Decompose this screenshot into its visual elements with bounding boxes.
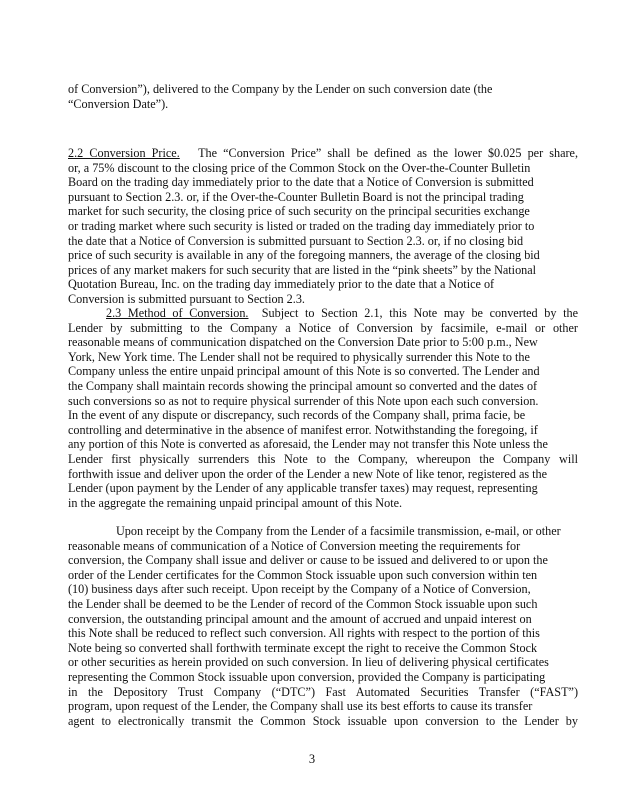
- text-line: market for such security, the closing price of such security on the principal securities exchange: [68, 204, 530, 219]
- text-line: prices of any market makers for such security that are listed in the “pink sheets” by the National: [68, 262, 537, 277]
- text-line: Quotation Bureau, Inc. on the trading day immediately prior to the date that a Notice of: [68, 277, 495, 292]
- text-line: this Note shall be reduced to reflect such conversion. All rights with respect to the portion of this: [68, 626, 540, 641]
- text-line: in the aggregate the remaining unpaid principal amount of this Note.: [68, 495, 403, 510]
- section-2-2-heading: 2.2 Conversion Price.: [68, 146, 180, 160]
- text-line: controlling and determinative in the absence of manifest error. Notwithstanding the foregoing, if: [68, 422, 538, 437]
- text-line: Lender by submitting to the Company a Notice of Conversion by facsimile, e-mail or other: [68, 320, 578, 335]
- text-line: [68, 146, 578, 161]
- text-line: in the Depository Trust Company (“DTC”) Fast Automated Securities Transfer (“FAST”): [68, 684, 578, 699]
- text-line: [68, 306, 578, 321]
- text-line: reasonable means of communication dispatched on the Conversion Date prior to 5:00 p.m., New: [68, 335, 538, 350]
- text-line: Lender first physically surrenders this Note to the Company, whereupon the Company will: [68, 451, 578, 466]
- text-line: of Conversion”), delivered to the Company by the Lender on such conversion date (the: [68, 82, 493, 96]
- text-line: the Company shall maintain records showing the principal amount so converted and the dates of: [68, 378, 538, 393]
- text-line: or other securities as herein provided on such conversion. In lieu of delivering physical certificates: [68, 655, 549, 670]
- text-line: reasonable means of communication of a Notice of Conversion meeting the requirements for: [68, 538, 521, 553]
- text-line: “Conversion Date”).: [68, 96, 169, 111]
- text-line: or trading market where such security is listed or traded on the trading day immediately prior to: [68, 218, 535, 233]
- text-line: program, upon request of the Lender, the Company shall use its best efforts to cause its transfer: [68, 699, 533, 714]
- text-line: price of such security is available in any of the foregoing manners, the average of the closing bid: [68, 248, 540, 263]
- section-2-3-heading: 2.3 Method of Conversion.: [106, 306, 249, 320]
- text-line: Lender (upon payment by the Lender of any applicable transfer taxes) may request, representing: [68, 481, 538, 496]
- text-line: Upon receipt by the Company from the Lender of a facsimile transmission, e-mail, or other: [116, 524, 561, 538]
- text-line: any portion of this Note is converted as aforesaid, the Lender may not transfer this Note unless the: [68, 437, 548, 452]
- text-line: the date that a Notice of Conversion is submitted pursuant to Section 2.3. or, if no closing bid: [68, 233, 524, 248]
- text-line: such conversions so as not to require physical surrender of this Note upon each such conversion.: [68, 393, 539, 408]
- text-line: (10) business days after such receipt. Upon receipt by the Company of a Notice of Conversion,: [68, 582, 531, 597]
- text-line: Company unless the entire unpaid principal amount of this Note is so converted. The Lender and: [68, 364, 540, 379]
- text-line: conversion, the Company shall issue and deliver or cause to be issued and delivered to or upon the: [68, 553, 548, 568]
- text-line: the Lender shall be deemed to be the Lender of record of the Common Stock issuable upon such: [68, 596, 538, 611]
- continuation-paragraph: [68, 82, 578, 111]
- text-line: Conversion is submitted pursuant to Section 2.3.: [68, 291, 305, 306]
- text-line: Note being so converted shall forthwith terminate except the right to receive the Common Stock: [68, 640, 538, 655]
- text-line: order of the Lender certificates for the Common Stock issuable upon such conversion within ten: [68, 567, 538, 582]
- text-line: forthwith issue and deliver upon the order of the Lender a new Note of like tenor, registered as the: [68, 466, 548, 481]
- text-line: agent to electronically transmit the Common Stock issuable upon conversion to the Lender by: [68, 713, 578, 728]
- text-line: pursuant to Section 2.3. or, if the Over-the-Counter Bulletin Board is not the principal trading: [68, 189, 524, 204]
- text-line: Board on the trading day immediately prior to the date that a Notice of Conversion is submitted: [68, 175, 534, 190]
- text-line: In the event of any dispute or discrepancy, such records of the Company shall, prima facie, be: [68, 408, 526, 423]
- section-2-3-first-line: Subject to Section 2.1, this Note may be converted by the: [261, 306, 578, 320]
- text-line: representing the Common Stock issuable upon conversion, provided the Company is participating: [68, 669, 546, 684]
- text-line: conversion, the outstanding principal amount and the amount of accrued and unpaid interest on: [68, 611, 532, 626]
- page-number: 3: [308, 752, 316, 766]
- text-line: or, a 75% discount to the closing price of the Common Stock on the Over-the-Counter Bulletin: [68, 160, 531, 175]
- section-2-2-paragraph: [68, 146, 578, 307]
- section-2-3-paragraph: [68, 306, 578, 510]
- text-line: York, New York time. The Lender shall not be required to physically surrender this Note to the: [68, 349, 530, 364]
- section-2-2-first-line: The “Conversion Price” shall be defined as the lower $0.025 per share,: [198, 146, 578, 160]
- receipt-paragraph: [68, 524, 578, 728]
